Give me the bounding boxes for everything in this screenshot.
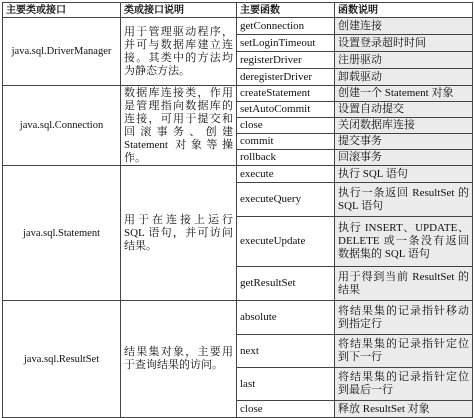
- table-row: [3, 86, 473, 102]
- function-desc: 将结果集的记录指针定位到最后一行: [335, 368, 473, 401]
- function-name: createStatement: [237, 86, 335, 102]
- function-desc: 创建一个 Statement 对象: [335, 86, 473, 102]
- function-desc: 提交事务: [335, 134, 473, 150]
- function-name: registerDriver: [237, 52, 335, 69]
- function-name: setAutoCommit: [237, 102, 335, 118]
- class-desc-drivermanager: 用于管理驱动程序，并可与数据库建立连接。其类中的方法均为静态方法。: [121, 18, 237, 86]
- class-name-connection: java.sql.Connection: [3, 86, 121, 166]
- api-table: [2, 2, 473, 418]
- function-desc: 执行一条返回 ResultSet 的 SQL 语句: [335, 183, 473, 217]
- class-name-drivermanager: java.sql.DriverManager: [3, 18, 121, 86]
- function-desc: 关闭数据库连接: [335, 118, 473, 134]
- function-desc: 创建连接: [335, 18, 473, 35]
- class-desc-statement: 用于在连接上运行 SQL 语句，并可访问结果。: [121, 166, 237, 301]
- function-desc: 执行 SQL 语句: [335, 166, 473, 183]
- function-desc: 回滚事务: [335, 150, 473, 166]
- function-name: next: [237, 335, 335, 368]
- function-desc: 设置自动提交: [335, 102, 473, 118]
- header-function-desc: 函数说明: [335, 3, 473, 18]
- function-name: deregisterDriver: [237, 69, 335, 86]
- function-name: getConnection: [237, 18, 335, 35]
- function-name: absolute: [237, 301, 335, 335]
- function-desc: 将结果集的记录指针定位到下一行: [335, 335, 473, 368]
- class-name-resultset: java.sql.ResultSet: [3, 301, 121, 418]
- function-name: close: [237, 401, 335, 418]
- function-name: getResultSet: [237, 267, 335, 301]
- table-row: [3, 301, 473, 335]
- function-desc: 执行 INSERT、UPDATE、DELETE 或一条没有返回数据集的 SQL 语句: [335, 217, 473, 267]
- function-name: last: [237, 368, 335, 401]
- function-name: setLoginTimeout: [237, 35, 335, 52]
- function-desc: 卸载驱动: [335, 69, 473, 86]
- table-row: [3, 166, 473, 183]
- function-desc: 释放 ResultSet 对象: [335, 401, 473, 418]
- function-name: close: [237, 118, 335, 134]
- function-name: commit: [237, 134, 335, 150]
- header-class: 主要类或接口: [3, 3, 121, 18]
- function-name: executeUpdate: [237, 217, 335, 267]
- function-desc: 注册驱动: [335, 52, 473, 69]
- function-desc: 将结果集的记录指针移动到指定行: [335, 301, 473, 335]
- function-desc: 用于得到当前 ResultSet 的结果: [335, 267, 473, 301]
- header-function: 主要函数: [237, 3, 335, 18]
- class-desc-connection: 数据库连接类，作用是管理指向数据库的连接，可用于提交和回滚事务、创建 Statement 对象等操作。: [121, 86, 237, 166]
- header-class-desc: 类或接口说明: [121, 3, 237, 18]
- class-name-statement: java.sql.Statement: [3, 166, 121, 301]
- class-desc-resultset: 结果集对象，主要用于查询结果的访问。: [121, 301, 237, 418]
- function-desc: 设置登录超时时间: [335, 35, 473, 52]
- function-name: execute: [237, 166, 335, 183]
- function-name: rollback: [237, 150, 335, 166]
- function-name: executeQuery: [237, 183, 335, 217]
- table-row: [3, 18, 473, 35]
- header-row: [3, 3, 473, 18]
